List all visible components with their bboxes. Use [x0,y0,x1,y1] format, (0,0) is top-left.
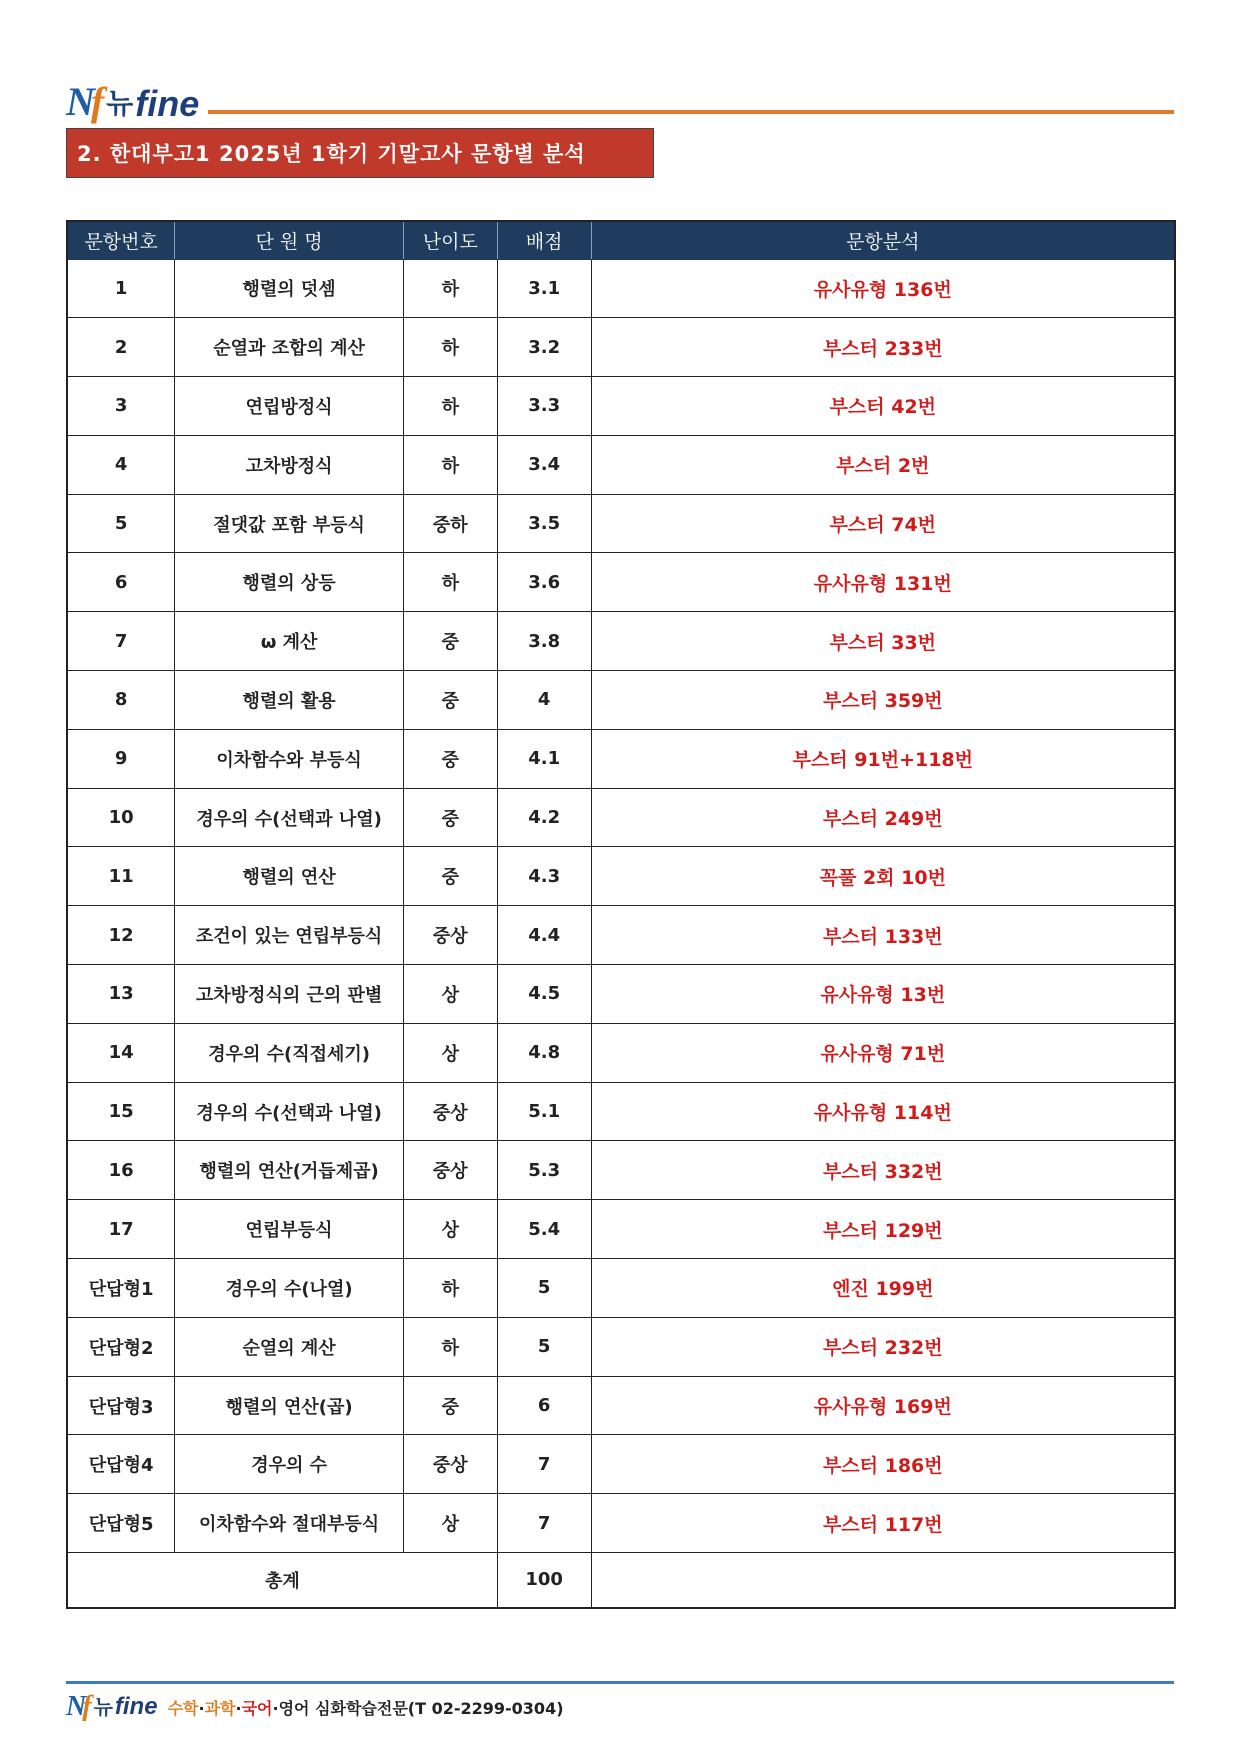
question-number-cell: 단답형3 [67,1376,175,1435]
difficulty-cell: 하 [403,553,497,612]
analysis-cell: 유사유형 131번 [591,553,1175,612]
table-row [67,1259,1175,1318]
score-cell: 4.1 [497,729,591,788]
score-cell: 6 [497,1376,591,1435]
table-row [67,612,1175,671]
question-number-cell: 11 [67,847,175,906]
difficulty-cell: 중 [403,671,497,730]
difficulty-cell: 중 [403,612,497,671]
score-cell: 4.8 [497,1023,591,1082]
table-row [67,494,1175,553]
unit-name-cell: 경우의 수(선택과 나열) [175,1082,404,1141]
question-number-cell: 4 [67,435,175,494]
table-row [67,1376,1175,1435]
score-cell: 3.4 [497,435,591,494]
brand-logo [66,78,199,122]
difficulty-cell: 중상 [403,1082,497,1141]
unit-name-cell: 경우의 수(나열) [175,1259,404,1318]
analysis-cell: 유사유형 136번 [591,259,1175,318]
score-cell: 4 [497,671,591,730]
unit-name-cell: 순열과 조합의 계산 [175,318,404,377]
unit-name-cell: 연립방정식 [175,377,404,436]
analysis-cell: 부스터 42번 [591,377,1175,436]
analysis-cell: 부스터 129번 [591,1200,1175,1259]
unit-name-cell: 경우의 수(선택과 나열) [175,788,404,847]
footer-subjects: 수학·과학·국어·영어 심화학습전문(T 02-2299-0304) [167,1698,564,1718]
unit-name-cell: 행렬의 상등 [175,553,404,612]
unit-name-cell: 경우의 수(직접세기) [175,1023,404,1082]
score-cell: 3.1 [497,259,591,318]
table-row [67,847,1175,906]
analysis-cell: 유사유형 71번 [591,1023,1175,1082]
logo-mark: Nf [66,79,103,124]
table-row [67,1435,1175,1494]
table-body [67,259,1175,1608]
analysis-cell: 부스터 133번 [591,906,1175,965]
unit-name-cell: 고차방정식 [175,435,404,494]
unit-name-cell: 행렬의 연산 [175,847,404,906]
score-cell: 5 [497,1317,591,1376]
difficulty-cell: 하 [403,377,497,436]
score-cell: 3.6 [497,553,591,612]
difficulty-cell: 상 [403,1023,497,1082]
difficulty-cell: 중상 [403,1435,497,1494]
analysis-cell: 부스터 74번 [591,494,1175,553]
unit-name-cell: 이차함수와 절대부등식 [175,1494,404,1553]
table-row [67,906,1175,965]
difficulty-cell: 하 [403,259,497,318]
table-row [67,788,1175,847]
difficulty-cell: 중 [403,729,497,788]
question-number-cell: 14 [67,1023,175,1082]
question-number-cell: 5 [67,494,175,553]
difficulty-cell: 중 [403,788,497,847]
total-score: 100 [497,1553,591,1608]
question-number-cell: 9 [67,729,175,788]
difficulty-cell: 하 [403,1317,497,1376]
analysis-cell: 꼭풀 2회 10번 [591,847,1175,906]
total-label: 총계 [67,1553,497,1608]
difficulty-cell: 상 [403,1494,497,1553]
table-row [67,377,1175,436]
difficulty-cell: 중하 [403,494,497,553]
analysis-cell: 부스터 332번 [591,1141,1175,1200]
table-row [67,1082,1175,1141]
question-number-cell: 15 [67,1082,175,1141]
unit-name-cell: 고차방정식의 근의 판별 [175,965,404,1024]
total-row [67,1553,1175,1608]
question-number-cell: 단답형5 [67,1494,175,1553]
analysis-cell: 부스터 186번 [591,1435,1175,1494]
question-number-cell: 단답형2 [67,1317,175,1376]
table-row [67,729,1175,788]
analysis-cell: 부스터 2번 [591,435,1175,494]
question-number-cell: 6 [67,553,175,612]
unit-name-cell: 행렬의 활용 [175,671,404,730]
analysis-cell: 유사유형 169번 [591,1376,1175,1435]
logo-fine-text: fine [135,83,200,124]
score-cell: 4.4 [497,906,591,965]
unit-name-cell: 조건이 있는 연립부등식 [175,906,404,965]
header-score: 배점 [497,221,591,259]
analysis-cell: 부스터 117번 [591,1494,1175,1553]
score-cell: 3.5 [497,494,591,553]
question-number-cell: 7 [67,612,175,671]
unit-name-cell: ω 계산 [175,612,404,671]
score-cell: 3.3 [497,377,591,436]
table-header-row [67,221,1175,259]
analysis-table [66,220,1176,1609]
unit-name-cell: 경우의 수 [175,1435,404,1494]
difficulty-cell: 하 [403,1259,497,1318]
difficulty-cell: 상 [403,1200,497,1259]
score-cell: 4.2 [497,788,591,847]
section-title: 2. 한대부고1 2025년 1학기 기말고사 문항별 분석 [66,128,654,178]
footer-logo-korean-text: 뉴 [93,1695,113,1719]
footer-logo-fine-text: fine [114,1693,158,1720]
unit-name-cell: 절댓값 포함 부등식 [175,494,404,553]
difficulty-cell: 중상 [403,1141,497,1200]
score-cell: 4.5 [497,965,591,1024]
unit-name-cell: 행렬의 연산(거듭제곱) [175,1141,404,1200]
score-cell: 7 [497,1435,591,1494]
analysis-cell: 부스터 91번+118번 [591,729,1175,788]
difficulty-cell: 상 [403,965,497,1024]
score-cell: 4.3 [497,847,591,906]
header-difficulty: 난이도 [403,221,497,259]
analysis-cell: 유사유형 114번 [591,1082,1175,1141]
question-number-cell: 12 [67,906,175,965]
total-analysis-empty [591,1553,1175,1608]
analysis-cell: 부스터 33번 [591,612,1175,671]
table-row [67,1494,1175,1553]
analysis-cell: 유사유형 13번 [591,965,1175,1024]
score-cell: 5.1 [497,1082,591,1141]
score-cell: 3.2 [497,318,591,377]
score-cell: 3.8 [497,612,591,671]
question-number-cell: 10 [67,788,175,847]
header-question-number: 문항번호 [67,221,175,259]
table-row [67,553,1175,612]
unit-name-cell: 연립부등식 [175,1200,404,1259]
analysis-cell: 부스터 359번 [591,671,1175,730]
score-cell: 5.4 [497,1200,591,1259]
footer-logo-mark: Nf [66,1691,90,1722]
unit-name-cell: 행렬의 연산(곱) [175,1376,404,1435]
difficulty-cell: 하 [403,435,497,494]
header-analysis: 문항분석 [591,221,1175,259]
table-row [67,435,1175,494]
analysis-cell: 부스터 233번 [591,318,1175,377]
logo-korean-text: 뉴 [106,87,134,120]
question-number-cell: 단답형4 [67,1435,175,1494]
question-number-cell: 16 [67,1141,175,1200]
table-row [67,318,1175,377]
analysis-cell: 엔진 199번 [591,1259,1175,1318]
table-row [67,965,1175,1024]
question-number-cell: 3 [67,377,175,436]
table-row [67,671,1175,730]
question-number-cell: 8 [67,671,175,730]
score-cell: 5.3 [497,1141,591,1200]
question-number-cell: 단답형1 [67,1259,175,1318]
score-cell: 7 [497,1494,591,1553]
question-number-cell: 1 [67,259,175,318]
unit-name-cell: 행렬의 덧셈 [175,259,404,318]
page-footer [66,1690,564,1724]
difficulty-cell: 하 [403,318,497,377]
table-row [67,259,1175,318]
analysis-cell: 부스터 249번 [591,788,1175,847]
analysis-cell: 부스터 232번 [591,1317,1175,1376]
table-row [67,1141,1175,1200]
footer-divider [66,1681,1174,1684]
table-row [67,1023,1175,1082]
question-number-cell: 2 [67,318,175,377]
unit-name-cell: 이차함수와 부등식 [175,729,404,788]
header-divider [208,110,1174,114]
table-row [67,1317,1175,1376]
header-unit-name: 단 원 명 [175,221,404,259]
question-number-cell: 13 [67,965,175,1024]
table-row [67,1200,1175,1259]
unit-name-cell: 순열의 계산 [175,1317,404,1376]
question-number-cell: 17 [67,1200,175,1259]
page-header [66,78,1174,122]
difficulty-cell: 중상 [403,906,497,965]
score-cell: 5 [497,1259,591,1318]
difficulty-cell: 중 [403,847,497,906]
difficulty-cell: 중 [403,1376,497,1435]
